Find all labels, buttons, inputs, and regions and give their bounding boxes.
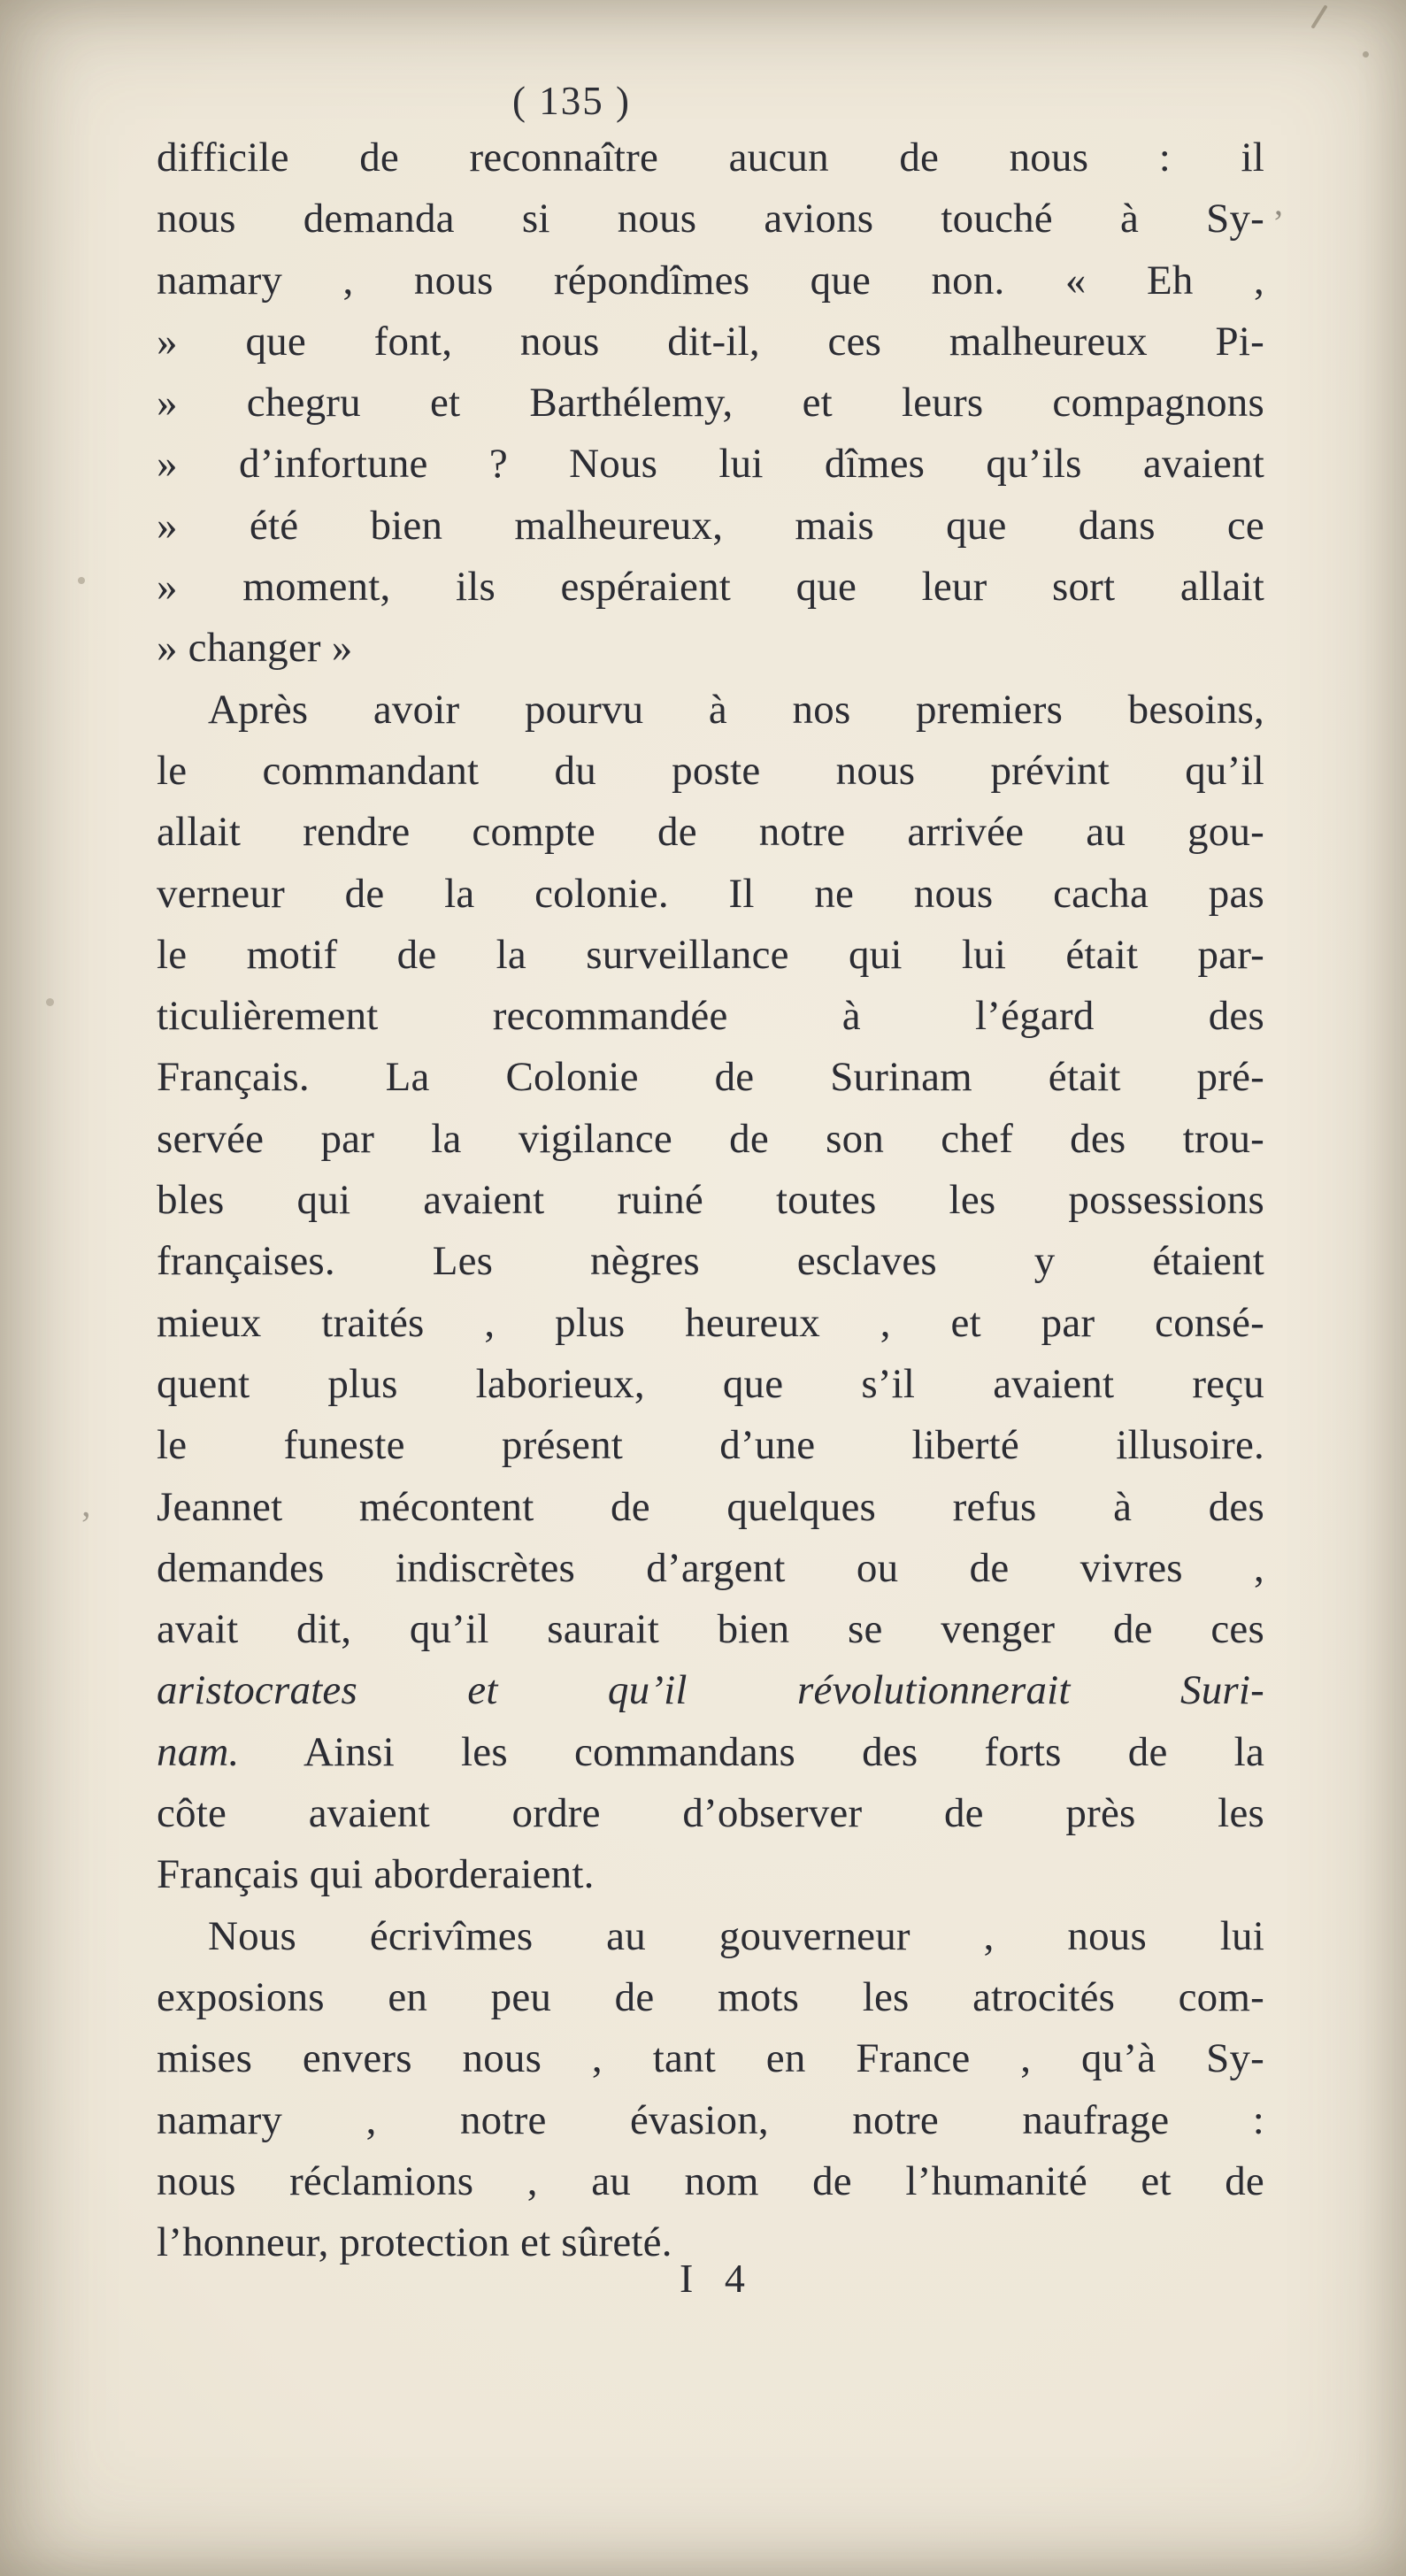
text-segment: Nous écrivîmes au gouverneur , nous lui (208, 1912, 1264, 1959)
text-segment: françaises. Les nègres esclaves y étaient (157, 1238, 1264, 1285)
page-number: ( 135 ) (512, 79, 631, 123)
text-line (157, 1354, 1264, 1415)
text-segment: demandes indiscrètes d’argent ou de vivres , (157, 1544, 1264, 1591)
paragraph (157, 1906, 1264, 2274)
text-segment: Ainsi les commandans des forts de la (239, 1728, 1264, 1775)
text-line (157, 1599, 1264, 1660)
text-line (157, 986, 1264, 1047)
text-line (157, 434, 1264, 495)
text-segment: verneur de la colonie. Il ne nous cacha pas (157, 870, 1264, 917)
text-segment: mieux traités , plus heureux , et par consé- (157, 1299, 1264, 1346)
text-line (157, 1293, 1264, 1354)
text-line (157, 618, 1264, 679)
text-line (157, 1906, 1264, 1967)
text-line (157, 1477, 1264, 1538)
text-line (157, 127, 1264, 188)
text-line (157, 188, 1264, 250)
text-segment: bles qui avaient ruiné toutes les possessions (157, 1177, 1264, 1224)
text-segment: Après avoir pourvu à nos premiers besoins, (208, 686, 1264, 733)
text-segment: » été bien malheureux, mais que dans ce (157, 502, 1264, 549)
text-line (157, 1660, 1264, 1721)
text-line (157, 1844, 1264, 1905)
text-line (157, 557, 1264, 618)
text-line (157, 2151, 1264, 2212)
text-segment: allait rendre compte de notre arrivée au gou- (157, 809, 1264, 856)
text-segment: » d’infortune ? Nous lui dîmes qu’ils avaient (157, 441, 1264, 488)
text-line (157, 1967, 1264, 2028)
text-segment: le motif de la surveillance qui lui était par- (157, 931, 1264, 978)
text-segment: exposions en peu de mots les atrocités com- (157, 1973, 1264, 2020)
scan-artifact (1363, 51, 1369, 58)
text-segment: nous réclamions , au nom de l’humanité et de (157, 2157, 1264, 2204)
text-segment: l’honneur, protection et sûreté. (157, 2219, 672, 2266)
text-line (157, 2028, 1264, 2089)
text-segment: côte avaient ordre d’observer de près les (157, 1790, 1264, 1837)
text-segment: Français qui aborderaient. (157, 1851, 595, 1898)
text-segment: ticulièrement recommandée à l’égard des (157, 993, 1264, 1040)
text-segment: le commandant du poste nous prévint qu’il (157, 747, 1264, 794)
text-line (157, 1109, 1264, 1170)
text-line (157, 1047, 1264, 1108)
text-segment: » moment, ils espéraient que leur sort allait (157, 564, 1264, 611)
text-line (157, 496, 1264, 557)
text-segment: servée par la vigilance de son chef des trou- (157, 1115, 1264, 1162)
scan-artifact (1310, 4, 1327, 29)
text-line (157, 925, 1264, 986)
scan-artifact (78, 577, 85, 584)
text-segment: » changer » (157, 625, 353, 672)
text-segment: » que font, nous dit-il, ces malheureux Pi- (157, 318, 1264, 365)
text-line (157, 311, 1264, 373)
scan-artifact: ’ (1272, 203, 1285, 242)
text-line (157, 864, 1264, 925)
text-line (157, 1783, 1264, 1844)
text-line (157, 741, 1264, 802)
text-line (157, 1538, 1264, 1599)
text-segment: difficile de reconnaître aucun de nous : il (157, 135, 1264, 181)
text-line (157, 680, 1264, 741)
text-segment: quent plus laborieux, que s’il avaient reçu (157, 1360, 1264, 1407)
paragraph (157, 680, 1264, 1906)
text-line (157, 373, 1264, 434)
paragraph (157, 127, 1264, 680)
text-segment: le funeste présent d’une liberté illusoire. (157, 1422, 1264, 1469)
italic-text: nam. (157, 1728, 240, 1775)
text-segment: avait dit, qu’il saurait bien se venger de ces (157, 1606, 1264, 1653)
scan-artifact: ’ (80, 1505, 92, 1546)
text-line (157, 2090, 1264, 2151)
page-body (157, 127, 1264, 2273)
italic-text: aristocrates et qu’il révolutionnerait Suri- (157, 1667, 1264, 1714)
text-line (157, 1231, 1264, 1292)
text-segment: namary , notre évasion, notre naufrage : (157, 2096, 1264, 2143)
signature-mark: I 4 (680, 2256, 745, 2301)
text-segment: nous demanda si nous avions touché à Sy- (157, 196, 1264, 242)
text-line (157, 250, 1264, 311)
text-line (157, 802, 1264, 863)
text-segment: namary , nous répondîmes que non. « Eh , (157, 257, 1264, 304)
text-line (157, 1170, 1264, 1231)
scan-artifact (46, 998, 54, 1006)
text-line (157, 1415, 1264, 1476)
text-line (157, 1722, 1264, 1783)
text-segment: mises envers nous , tant en France , qu’à Sy- (157, 2035, 1264, 2082)
text-segment: Français. La Colonie de Surinam était pré- (157, 1054, 1264, 1101)
text-segment: » chegru et Barthélemy, et leurs compagnons (157, 380, 1264, 427)
text-segment: Jeannet mécontent de quelques refus à des (157, 1483, 1264, 1530)
